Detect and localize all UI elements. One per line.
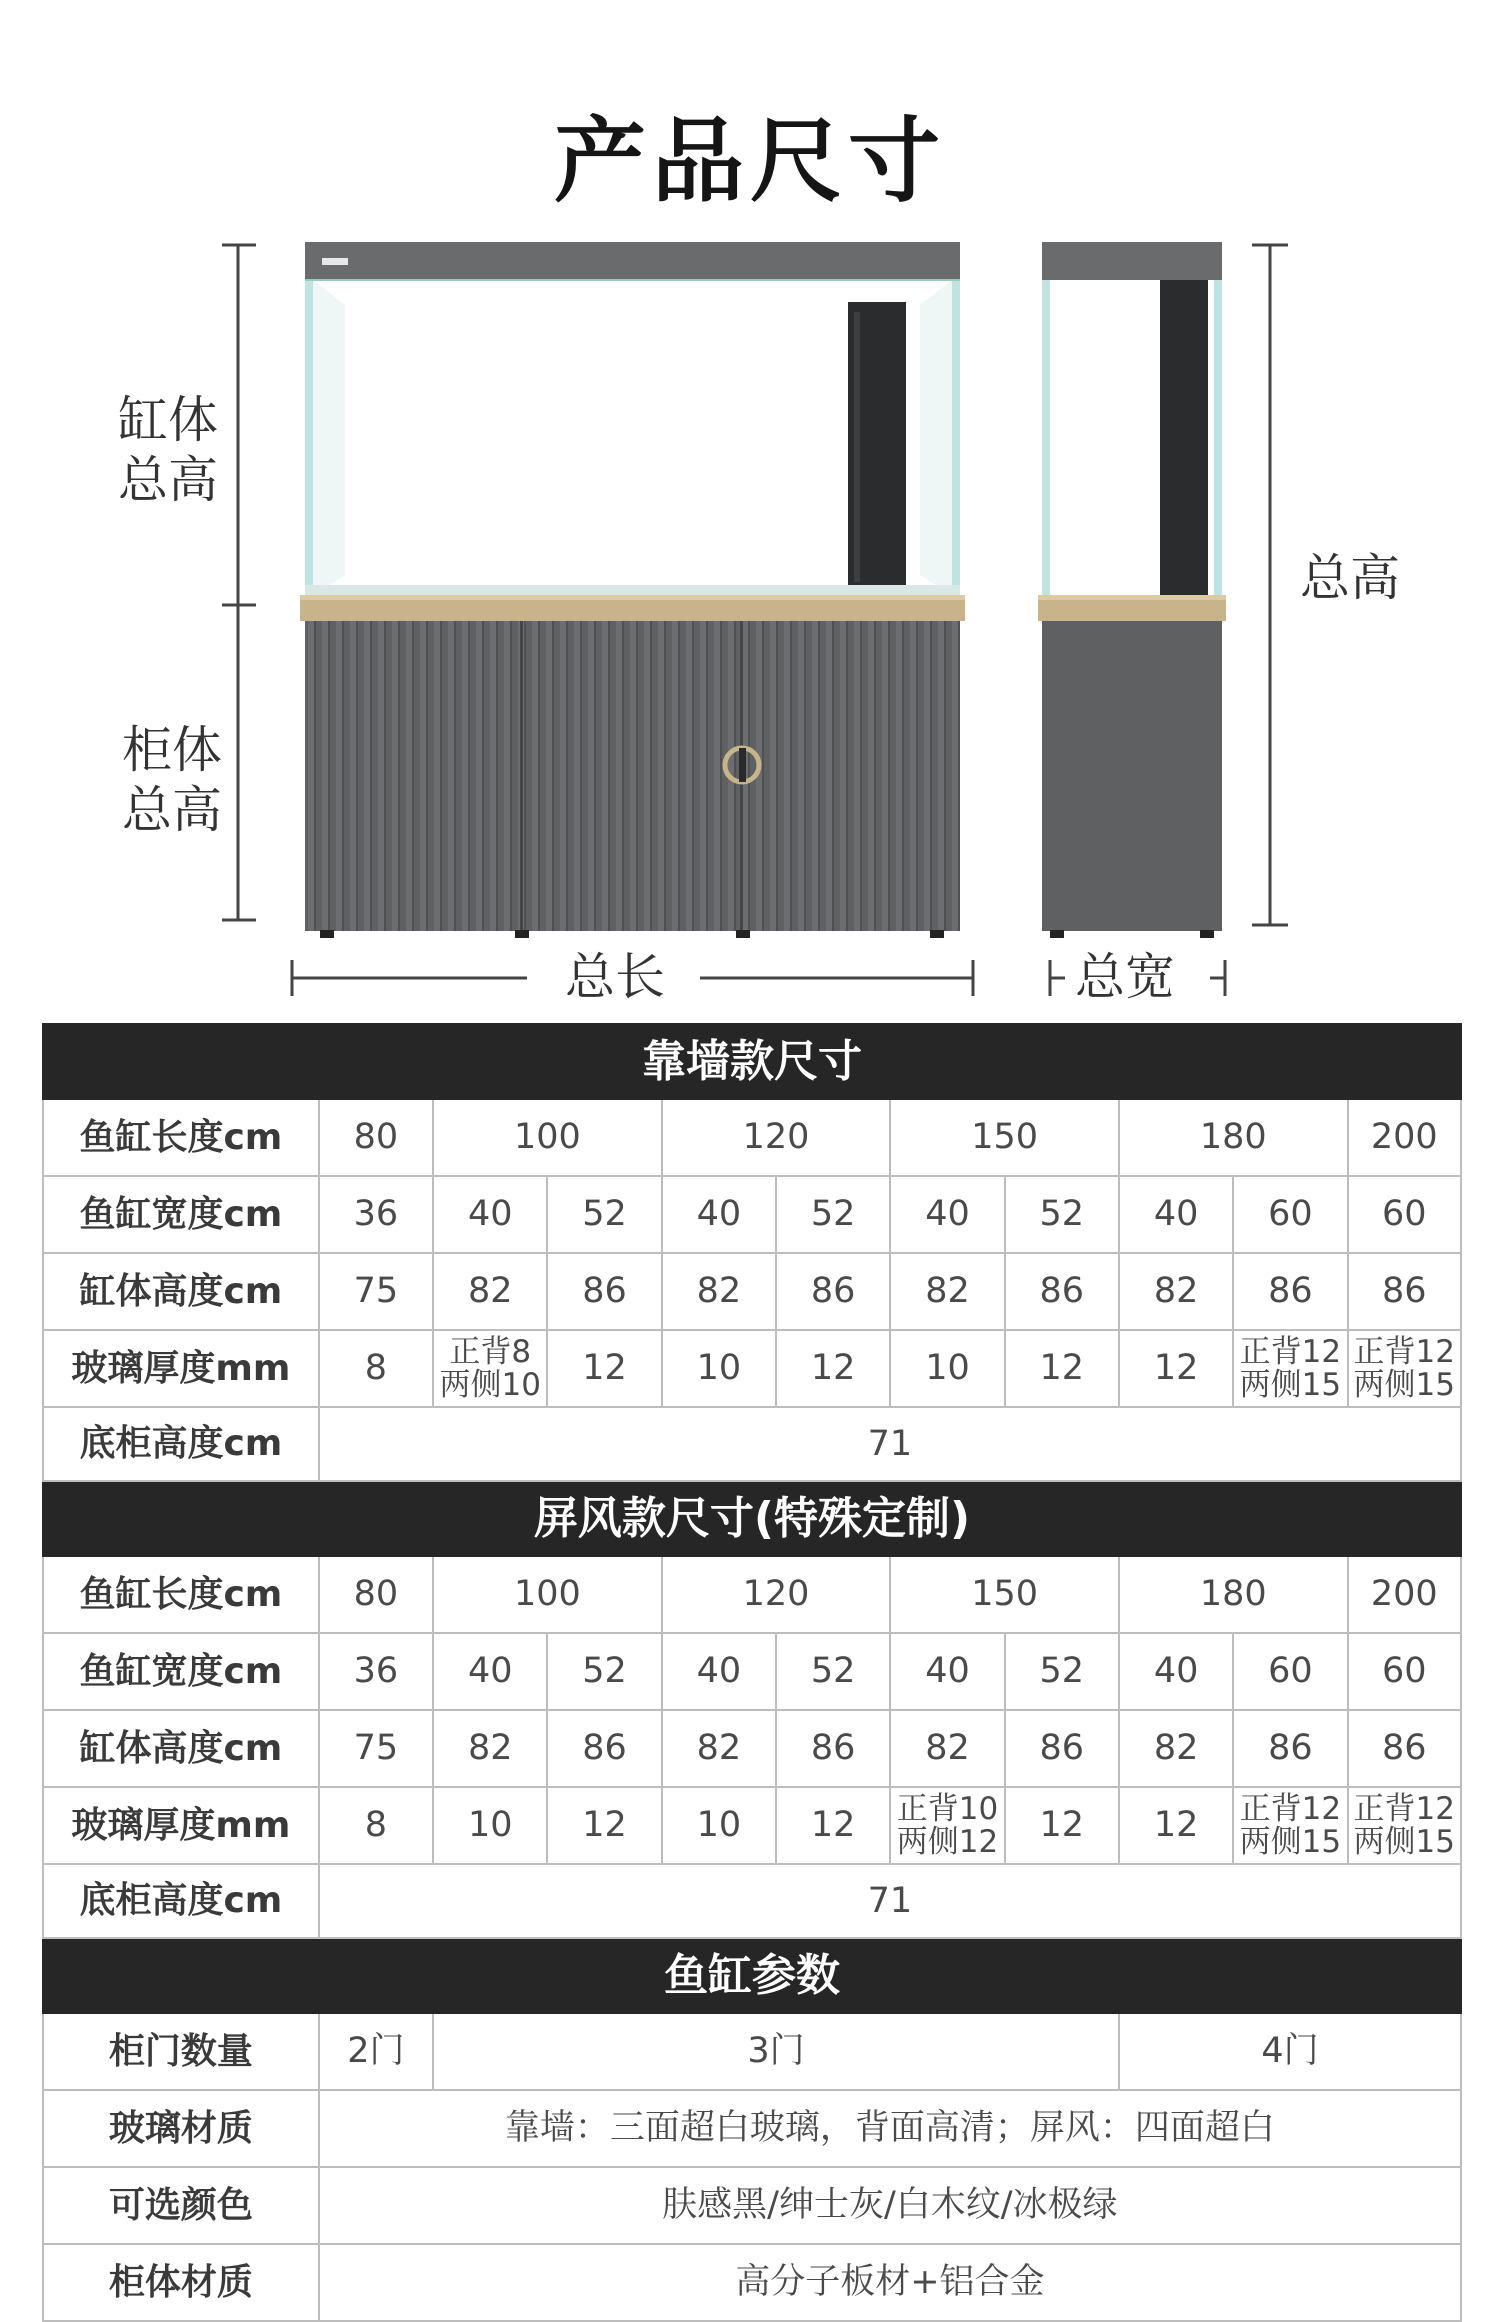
row-label: 鱼缸长度cm	[43, 1099, 319, 1176]
row-label: 鱼缸宽度cm	[43, 1633, 319, 1710]
wall-section-title: 靠墙款尺寸	[43, 1024, 1461, 1099]
table-cell: 86	[776, 1710, 890, 1787]
table-cell: 8	[319, 1330, 433, 1407]
table-cell: 40	[1119, 1633, 1233, 1710]
table-row	[43, 2244, 1461, 2321]
aquarium-illustration	[0, 220, 1500, 1010]
table-cell: 80	[319, 1556, 433, 1633]
table-cell-text: 正背12 两侧15	[1353, 1790, 1455, 1860]
table-cell: 71	[319, 1864, 1461, 1938]
table-cell: 40	[662, 1633, 776, 1710]
table-row	[43, 2013, 1461, 2090]
wall-section-header	[43, 1024, 1461, 1099]
table-row	[43, 1787, 1461, 1864]
table-cell: 8	[319, 1787, 433, 1864]
table-cell: 86	[776, 1253, 890, 1330]
table-cell: 82	[890, 1253, 1004, 1330]
table-cell: 12	[776, 1787, 890, 1864]
product-dimension-illustration	[0, 220, 1500, 1010]
table-cell: 82	[662, 1710, 776, 1787]
row-label: 玻璃材质	[43, 2090, 319, 2167]
table-cell: 82	[433, 1710, 547, 1787]
row-label: 缸体高度cm	[43, 1710, 319, 1787]
table-cell: 180	[1119, 1556, 1348, 1633]
table-cell: 82	[662, 1253, 776, 1330]
tank-height-label: 缸体 总高	[118, 391, 218, 509]
table-cell: 40	[433, 1633, 547, 1710]
table-cell: 52	[547, 1633, 661, 1710]
table-cell: 40	[433, 1176, 547, 1253]
table-row	[43, 1864, 1461, 1938]
table-row	[43, 1253, 1461, 1330]
spec-table	[42, 1023, 1462, 2322]
table-cell: 60	[1233, 1176, 1347, 1253]
table-cell: 40	[890, 1176, 1004, 1253]
table-cell: 86	[547, 1710, 661, 1787]
table-row	[43, 2090, 1461, 2167]
table-cell: 4门	[1119, 2013, 1461, 2090]
table-row	[43, 1556, 1461, 1633]
row-label: 玻璃厚度mm	[43, 1330, 319, 1407]
table-cell: 40	[662, 1176, 776, 1253]
table-cell: 100	[433, 1556, 662, 1633]
table-cell: 60	[1233, 1633, 1347, 1710]
table-cell: 120	[662, 1099, 891, 1176]
table-cell: 60	[1348, 1633, 1461, 1710]
table-cell: 36	[319, 1633, 433, 1710]
row-label: 鱼缸长度cm	[43, 1556, 319, 1633]
table-cell: 200	[1348, 1099, 1461, 1176]
cabinet-height-label: 柜体 总高	[122, 721, 222, 839]
table-cell: 82	[1119, 1710, 1233, 1787]
row-label: 可选颜色	[43, 2167, 319, 2244]
table-cell: 86	[1348, 1710, 1461, 1787]
table-cell: 86	[547, 1253, 661, 1330]
table-cell: 52	[776, 1633, 890, 1710]
params-section-header	[43, 1938, 1461, 2013]
table-cell	[1233, 1330, 1347, 1407]
table-cell: 2门	[319, 2013, 433, 2090]
table-cell: 100	[433, 1099, 662, 1176]
table-cell-text: 正背12 两侧15	[1239, 1790, 1342, 1860]
table-row	[43, 1176, 1461, 1253]
row-label: 鱼缸宽度cm	[43, 1176, 319, 1253]
table-cell-text: 正背8 两侧10	[439, 1333, 541, 1403]
table-cell: 86	[1005, 1253, 1119, 1330]
table-cell: 82	[433, 1253, 547, 1330]
row-label: 缸体高度cm	[43, 1253, 319, 1330]
table-cell: 80	[319, 1099, 433, 1176]
table-cell	[890, 1787, 1004, 1864]
row-label: 底柜高度cm	[43, 1407, 319, 1481]
table-cell: 12	[1119, 1330, 1233, 1407]
table-cell: 52	[776, 1176, 890, 1253]
table-cell: 高分子板材+铝合金	[319, 2244, 1461, 2321]
table-cell: 10	[433, 1787, 547, 1864]
table-row	[43, 1099, 1461, 1176]
table-cell: 12	[1119, 1787, 1233, 1864]
table-cell-text: 正背10 两侧12	[896, 1790, 999, 1860]
table-cell: 40	[890, 1633, 1004, 1710]
row-label: 底柜高度cm	[43, 1864, 319, 1938]
table-cell: 82	[1119, 1253, 1233, 1330]
total-length-label: 总长	[565, 948, 665, 1006]
table-cell: 86	[1233, 1253, 1347, 1330]
table-cell-text: 正背12 两侧15	[1353, 1333, 1455, 1403]
table-cell: 52	[1005, 1633, 1119, 1710]
table-cell: 180	[1119, 1099, 1348, 1176]
table-cell: 71	[319, 1407, 1461, 1481]
table-row	[43, 1710, 1461, 1787]
table-cell: 10	[662, 1330, 776, 1407]
table-row	[43, 1407, 1461, 1481]
table-cell: 200	[1348, 1556, 1461, 1633]
table-row	[43, 1330, 1461, 1407]
table-cell: 82	[890, 1710, 1004, 1787]
table-cell: 52	[547, 1176, 661, 1253]
table-cell: 150	[890, 1099, 1119, 1176]
table-cell: 86	[1005, 1710, 1119, 1787]
screen-section-header	[43, 1481, 1461, 1556]
table-cell: 12	[547, 1330, 661, 1407]
table-cell: 12	[776, 1330, 890, 1407]
table-cell: 3门	[433, 2013, 1119, 2090]
table-cell: 12	[1005, 1787, 1119, 1864]
row-label: 柜体材质	[43, 2244, 319, 2321]
table-row	[43, 1633, 1461, 1710]
total-width-label: 总宽	[1075, 948, 1175, 1006]
row-label: 柜门数量	[43, 2013, 319, 2090]
params-section-title: 鱼缸参数	[43, 1938, 1461, 2013]
table-row	[43, 2167, 1461, 2244]
table-cell: 86	[1348, 1253, 1461, 1330]
screen-section-title: 屏风款尺寸(特殊定制)	[43, 1481, 1461, 1556]
table-cell: 52	[1005, 1176, 1119, 1253]
total-height-label: 总高	[1300, 549, 1400, 607]
page-title: 产品尺寸	[553, 108, 946, 215]
table-cell: 75	[319, 1253, 433, 1330]
table-cell: 60	[1348, 1176, 1461, 1253]
table-cell	[433, 1330, 547, 1407]
table-cell: 12	[1005, 1330, 1119, 1407]
table-cell	[1348, 1787, 1461, 1864]
table-cell: 75	[319, 1710, 433, 1787]
table-cell: 肤感黑/绅士灰/白木纹/冰极绿	[319, 2167, 1461, 2244]
table-cell: 120	[662, 1556, 891, 1633]
table-cell	[1233, 1787, 1347, 1864]
table-cell: 12	[547, 1787, 661, 1864]
table-cell-text: 正背12 两侧15	[1239, 1333, 1342, 1403]
table-cell	[1348, 1330, 1461, 1407]
table-cell: 10	[890, 1330, 1004, 1407]
table-cell: 86	[1233, 1710, 1347, 1787]
table-cell: 10	[662, 1787, 776, 1864]
table-cell: 靠墙：三面超白玻璃，背面高清；屏风：四面超白	[319, 2090, 1461, 2167]
table-cell: 150	[890, 1556, 1119, 1633]
table-cell: 40	[1119, 1176, 1233, 1253]
row-label: 玻璃厚度mm	[43, 1787, 319, 1864]
table-cell: 36	[319, 1176, 433, 1253]
